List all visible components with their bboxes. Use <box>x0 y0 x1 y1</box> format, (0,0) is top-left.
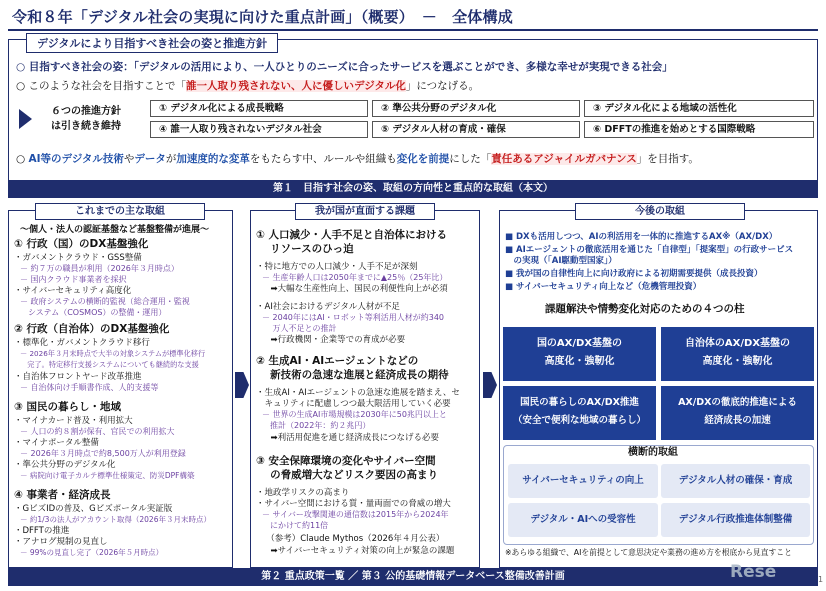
footer-band: 第２ 重点政策一覧 ／ 第３ 公的基礎情報データベース整備改善計画 <box>8 568 818 586</box>
col1-s3: ③ 国民の暮らし・地域 <box>14 401 122 413</box>
col2-i1d: － 生産年齢人口は2050年までに▲25％（25年比） <box>262 273 448 282</box>
col2-i1i: ➡行政機関・企業等での育成が必要 <box>262 335 406 345</box>
column-challenges-header: 我が国が直面する課題 <box>295 203 435 220</box>
col3-b2: ■ AIエージェントの徹底活用を通じた「自律型」「提案型」の行政サービス <box>505 245 794 255</box>
col3-b4: ■ サイバーセキュリティ向上など（危機管理投資） <box>505 282 702 292</box>
col2-i2c: ・生成AI・AIエージェントの急速な進展を踏まえ、セ <box>256 388 460 398</box>
col2-i3f: にかけて約11倍 <box>262 521 329 530</box>
col1-s3a: ・マイナカード普及・利用拡大 <box>14 416 133 426</box>
col2-i3c: ・地政学リスクの高まり <box>256 488 350 498</box>
col1-s4c: ・アナログ規制の見直し <box>14 537 108 547</box>
cross-3: デジタル・AIへの受容性 <box>508 503 658 537</box>
arrow-right-icon <box>235 372 249 398</box>
policy-6: ⑥ DFFTの推進を始めとする国際戦略 <box>584 121 814 138</box>
col2-i2f: 推計（2022年：約２兆円） <box>262 421 371 430</box>
cross-2: デジタル人材の確保・育成 <box>661 464 810 498</box>
watermark-logo: Rese <box>730 562 777 582</box>
col1-s2b1: － 自治体向け手順書作成、人的支援等 <box>20 383 159 392</box>
col2-i1g: － 2040年にはAI・ロボット等利活用人材が約340 <box>262 313 445 322</box>
col2-i2g: ➡利活用促進を通じ経済成長につなげる必要 <box>262 433 439 443</box>
col1-s4: ④ 事業者・経済成長 <box>14 489 111 501</box>
col1-subtitle: ～個人・法人の認証基盤など基盤整備が進展～ <box>20 225 210 235</box>
col1-s4b: ・DFFTの推進 <box>14 526 70 536</box>
cross-4: デジタル行政推進体制整備 <box>661 503 810 537</box>
triangle-marker-icon <box>19 109 32 129</box>
col1-s4a: ・GビズIDの普及、Gビズポータル実証版 <box>14 504 173 514</box>
col1-s2a2: 完了。特定移行支援システムについても継続的な支援 <box>20 360 199 369</box>
col2-i3g: （参考）Claude Mythos（2026年４月公表） <box>262 534 445 544</box>
col2-i3a: ③ 安全保障環境の変化やサイバー空間 <box>256 455 436 467</box>
page-number: 1 <box>818 575 824 584</box>
policy-5: ⑤ デジタル人材の育成・確保 <box>372 121 580 138</box>
title-divider <box>8 29 818 31</box>
col2-i2b: 新技術の急速な進展と経済成長の期待 <box>256 369 449 381</box>
col1-s4c1: － 99%の見直し完了（2026年５月時点） <box>20 548 164 557</box>
pillar-4: AX/DXの徹底的推進による 経済成長の加速 <box>661 386 814 440</box>
col2-i1e: ➡大幅な生産性向上、国民の利便性向上が必須 <box>262 284 448 294</box>
col1-s1: ① 行政（国）のDX基盤強化 <box>14 238 149 250</box>
col2-i1a: ① 人口減少・人手不足と自治体における <box>256 229 448 241</box>
vision-line-1: ○ 目指すべき社会の姿：「デジタルの活用により、一人ひとりのニーズに合ったサービスを選ぶことができ、多様な幸せが実現できる社会」 <box>16 61 673 73</box>
col2-i2a: ② 生成AI・AIエージェントなどの <box>256 355 419 367</box>
page-title: 令和８年「デジタル社会の実現に向けた重点計画」（概要） － 全体構成 <box>12 8 513 26</box>
cross-1: サイバーセキュリティの向上 <box>508 464 658 498</box>
col2-i3b: の脅威増大などリスク要因の高まり <box>256 469 438 481</box>
col1-s2a: ・標準化・ガバメントクラウド移行 <box>14 338 150 348</box>
col1-s3b1: － 2026年３月時点で約8,500万人が利用登録 <box>20 449 186 458</box>
section-band-1: 第１ 目指す社会の姿、取組の方向性と重点的な取組（本文） <box>8 180 818 198</box>
col1-s1b2: システム（COSMOS）の整備・運用） <box>20 308 167 317</box>
policy-3: ③ デジタル化による地域の活性化 <box>584 100 814 117</box>
pillar-2: 自治体のAX/DX基盤の 高度化・強靭化 <box>661 327 814 381</box>
col2-i3h: ➡サイバーセキュリティ対策の向上が緊急の課題 <box>262 546 455 556</box>
vision-line-2: ○ このような社会を目指すことで「誰一人取り残されない、人に優しいデジタル化」につなげる。 <box>16 80 480 92</box>
column-past-header: これまでの主な取組 <box>35 203 205 220</box>
col1-s2: ② 行政（自治体）のDX基盤強化 <box>14 323 170 335</box>
col1-s3c1: － 病院向け電子カルテ標準仕様策定、防災DPF構築 <box>20 471 195 480</box>
col1-s3b: ・マイナポータル整備 <box>14 438 99 448</box>
policy-1: ① デジタル化による成長戦略 <box>150 100 368 117</box>
column-future-header: 今後の取組 <box>575 203 745 220</box>
col1-s1a: ・ガバメントクラウド・GSS整備 <box>14 253 142 263</box>
col3-b3: ■ 我が国の自律性向上に向け政府による初期需要提供（成長投資） <box>505 269 763 279</box>
col2-i3d: ・サイバー空間における質・量両面での脅威の増大 <box>256 499 451 509</box>
pillars-title: 課題解決や情勢変化対応のための４つの柱 <box>545 303 745 315</box>
policy-2: ② 準公共分野のデジタル化 <box>372 100 580 117</box>
col1-s4a1: － 約1/3の法人がアカウント取得（2026年３月末時点） <box>20 515 211 524</box>
col3-note: ※あらゆる組織で、AIを前提として意思決定や業務の進め方を根底から見直すこと <box>505 548 792 557</box>
col1-s1a2: － 国内クラウド事業者を採択 <box>20 275 127 284</box>
col1-s1b1: － 政府システムの横断的監視（総合運用・監視 <box>20 297 190 306</box>
cross-title: 横断的取組 <box>628 447 678 458</box>
pillar-1: 国のAX/DX基盤の 高度化・強靭化 <box>503 327 656 381</box>
col1-s1a1: － 約７万の職員が利用（2026年３月時点） <box>20 264 179 273</box>
arrow-right-icon <box>483 372 497 398</box>
col2-i1f: ・AI社会におけるデジタル人材が不足 <box>256 302 400 312</box>
col1-s3c: ・準公共分野のデジタル化 <box>14 460 116 470</box>
col2-i1c: ・特に地方での人口減少・人手不足が深刻 <box>256 262 418 272</box>
col3-b2b: の実現（「AI駆動型国家」） <box>505 256 617 266</box>
col2-i1b: リソースのひっ迫 <box>256 243 354 255</box>
col1-s1b: ・サイバーセキュリティ高度化 <box>14 286 132 296</box>
col3-b1: ■ DXも活用しつつ、AIの利活用を一体的に推進するAX※（AX/DX） <box>505 232 778 242</box>
col2-i2e: － 世界の生成AI市場規模は2030年に50兆円以上と <box>262 410 447 419</box>
vision-line-3: ○ AI等のデジタル技術やデータが加速度的な変革をもたらす中、ルールや組織も変化を前提にした「責任あるアジャイルガバナンス」を目指す。 <box>16 153 699 165</box>
policy-label: ６つの推進方針 は引き続き維持 <box>51 106 121 132</box>
col1-s2b: ・自治体フロントヤード改革推進 <box>14 372 142 382</box>
col2-i2d: キュリティに配慮しつつ最大限活用していく必要 <box>256 399 451 409</box>
vision-header: デジタルにより目指すべき社会の姿と推進方針 <box>26 33 278 53</box>
col2-i1h: 万人不足との推計 <box>262 324 337 333</box>
policy-4: ④ 誰一人取り残されないデジタル社会 <box>150 121 368 138</box>
col1-s3a1: － 人口の約８割が保有、官民での利用拡大 <box>20 427 175 436</box>
col1-s2a1: － 2026年３月末時点で大半の対象システムが標準化移行 <box>20 349 206 358</box>
pillar-3: 国民の暮らしのAX/DX推進 （安全で便利な地域の暮らし） <box>503 386 656 440</box>
col2-i3e: － サイバー攻撃関連の通信数は2015年から2024年 <box>262 510 449 519</box>
